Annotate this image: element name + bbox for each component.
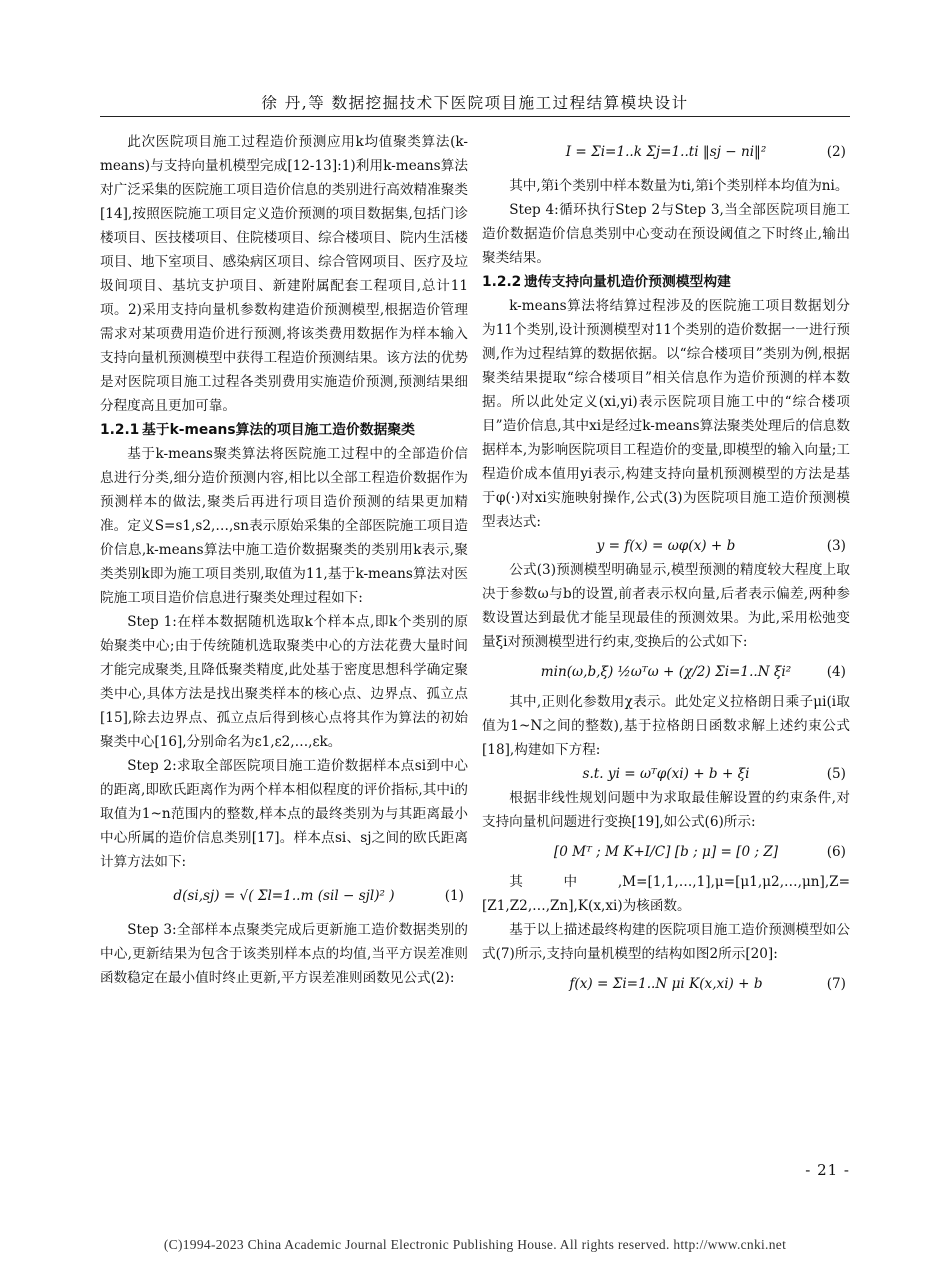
header-rule [100,116,850,117]
paragraph-4: 根据非线性规划问题中为求取最佳解设置的约束条件,对支持向量机问题进行变换[19],如公式(6)所示: [482,790,850,830]
right-column [482,130,850,1002]
equation-7 [482,966,850,1002]
equation-5 [482,762,850,786]
equation-2 [482,130,850,174]
equation-body: s.t. yi = ωᵀφ(xi) + b + ξi [582,766,750,782]
equation-number: (3) [826,538,846,554]
equation-6 [482,834,850,870]
equation-body: [0 Mᵀ ; M K+I/C] [b ; μ] = [0 ; Z] [553,844,779,860]
equation-1 [100,874,468,918]
equation-number: (5) [826,766,846,782]
paragraph-6: 基于以上描述最终构建的医院项目施工造价预测模型如公式(7)所示,支持向量机模型的结构如图2所示[20]: [482,922,850,962]
equation-number: (6) [826,844,846,860]
equation-body: f(x) = Σi=1..N μi K(x,xi) + b [569,976,763,992]
page-number: - 21 - [805,1161,850,1179]
equation-number: (7) [826,976,846,992]
step-2-paragraph: Step 2:求取全部医院项目施工造价数据样本点si到中心的距离,即欧氏距离作为两个样本相似程度的评价指标,其中i的取值为1~n范围内的整数,样本点的最终类别为与其距离最小中心所属的造价信息类别[17]。样本点si、sj之间的欧氏距离计算方法如下: [100,758,468,870]
paragraph-2: 公式(3)预测模型明确显示,模型预测的精度较大程度上取决于参数ω与b的设置,前者表示权向量,后者表示偏差,两种参数设置达到最优才能呈现最佳的预测效果。为此,采用松弛变量ξi对预测模型进行约束,变换后的公式如下: [482,562,850,650]
equation-4 [482,654,850,690]
running-header: 徐 丹,等 数据挖掘技术下医院项目施工过程结算模块设计 [261,94,689,112]
paragraph-3: 其中,正则化参数用χ表示。此处定义拉格朗日乘子μi(i取值为1~N之间的整数),基于拉格朗日函数求解上述约束公式[18],构建如下方程: [482,694,850,758]
left-column [100,130,468,990]
equation-3 [482,534,850,558]
equation-number: (1) [444,888,464,904]
equation-body: I = Σi=1..k Σj=1..ti ‖sj − ni‖² [565,144,767,160]
equation-body: min(ω,b,ξ) ½ωᵀω + (χ/2) Σi=1..N ξi² [540,664,792,680]
equation-body: d(si,sj) = √( Σl=1..m (sil − sjl)² ) [173,888,395,904]
copyright-notice: (C)1994-2023 China Academic Journal Electronic Publishing House. All rights reserved. http://www.cnki.net [163,1237,787,1252]
section-heading-1-2-1 [100,418,468,442]
step-4-paragraph: Step 4:循环执行Step 2与Step 3,当全部医院项目施工造价数据造价信息类别中心变动在预设阈值之下时终止,输出聚类结果。 [482,202,850,266]
equation-2-note: 其中,第i个类别中样本数量为ti,第i个类别样本均值为ni。 [509,178,849,194]
paragraph-5: 其中,M=[1,1,…,1],μ=[μ1,μ2,…,μn],Z=[Z1,Z2,…,Zn],K(x,xi)为核函数。 [482,874,850,914]
equation-number: (4) [826,664,846,680]
equation-number: (2) [826,144,846,160]
section-heading-1-2-2 [482,270,850,294]
step-1-paragraph: Step 1:在样本数据随机选取k个样本点,即k个类别的原始聚类中心;由于传统随机选取聚类中心的方法花费大量时间才能完成聚类,且降低聚类精度,此处基于密度思想科学确定聚类中心,具体方法是找出聚类样本的核心点、边界点、孤立点[15],除去边界点、孤立点后得到核心点将其作为算法的初始聚类中心[16],分别命名为ε1,ε2,…,εk。 [100,614,468,750]
equation-body: y = f(x) = ωφ(x) + b [596,538,736,554]
section-number: 1.2.2 [482,274,522,290]
section-title: 遗传支持向量机造价预测模型构建 [524,274,731,290]
section-paragraph: 基于k-means聚类算法将医院施工过程中的全部造价信息进行分类,细分造价预测内容,相比以全部工程造价数据作为预测样本的做法,聚类后再进行项目造价预测的结果更加精准。定义S=s1,s2,…,sn表示原始采集的全部医院施工项目造价信息,k-means算法中施工造价数据聚类的类别用k表示,聚类类别k即为施工项目类别,取值为11,基于k-means算法对医院施工项目造价信息进行聚类处理过程如下: [100,446,468,606]
paragraph-1: k-means算法将结算过程涉及的医院施工项目数据划分为11个类别,设计预测模型对11个类别的造价数据一一进行预测,作为过程结算的数据依据。以“综合楼项目”类别为例,根据聚类结果提取“综合楼项目”相关信息作为造价预测的样本数据。所以此处定义(xi,yi)表示医院项目施工中的“综合楼项目”造价信息,其中xi是经过k-means算法聚类处理后的信息数据样本,为影响医院项目工程造价的变量,即模型的输入向量;工程造价成本值用yi表示,构建支持向量机预测模型的方法是基于φ(·)对xi实施映射操作,公式(3)为医院项目施工造价预测模型表达式: [482,298,850,530]
section-title: 基于k-means算法的项目施工造价数据聚类 [142,422,415,438]
step-3-paragraph: Step 3:全部样本点聚类完成后更新施工造价数据类别的中心,更新结果为包含于该类别样本点的均值,当平方误差准则函数稳定在最小值时终止更新,平方误差准则函数见公式(2): [100,922,468,986]
section-number: 1.2.1 [100,422,140,438]
intro-paragraph: 此次医院项目施工过程造价预测应用k均值聚类算法(k-means)与支持向量机模型完成[12-13]:1)利用k-means算法对广泛采集的医院施工项目造价信息的类别进行高效精准聚类[14],按照医院施工项目定义造价预测的项目数据集,包括门诊楼项目、医技楼项目、住院楼项目、综合楼项目、院内生活楼项目、地下室项目、感染病区项目、综合管网项目、医疗及垃圾间项目、基坑支护项目、新建附属配套工程项目,总计11项。2)采用支持向量机参数构建造价预测模型,根据造价管理需求对某项费用造价进行预测,将该类费用数据作为样本输入支持向量机预测模型中获得工程造价预测结果。该方法的优势是对医院项目施工过程各类别费用实施造价预测,预测结果细分程度高且更加可靠。 [100,134,468,414]
